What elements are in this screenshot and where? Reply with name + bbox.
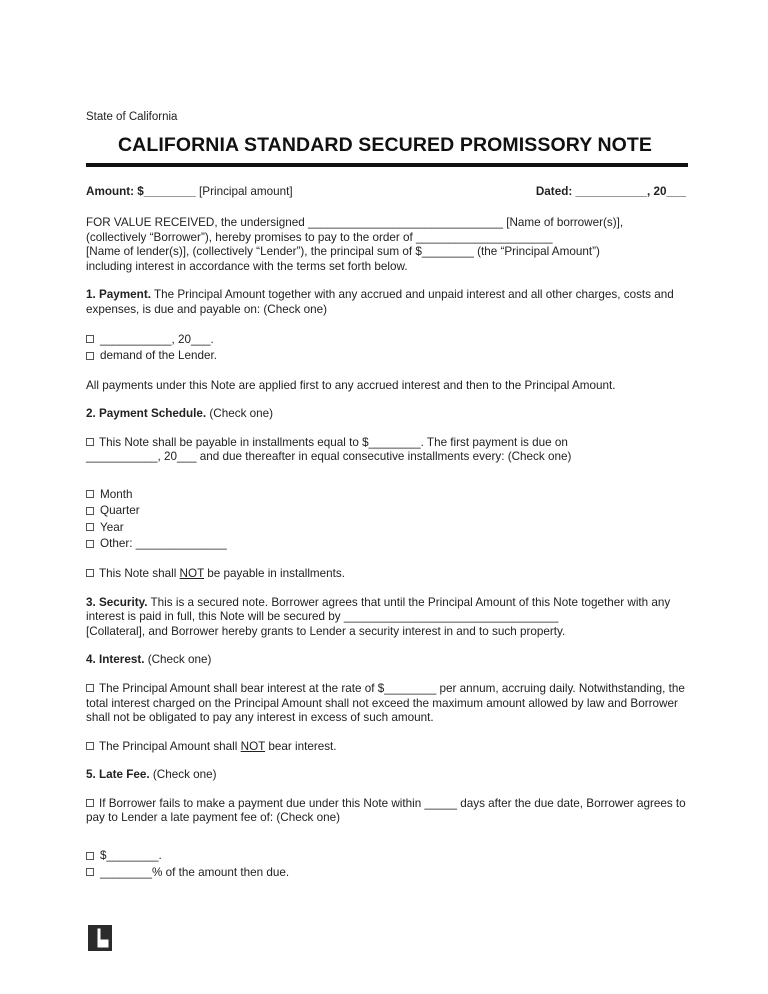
grace-days-blank[interactable]: _____	[424, 796, 457, 810]
due-date-blank[interactable]: ___________	[100, 332, 172, 346]
frequency-options	[86, 487, 688, 553]
intro-line1b: [Name of borrower(s)],	[502, 216, 624, 229]
no-interest-option[interactable]	[86, 740, 688, 755]
section-4-heading: 4. Interest.	[86, 653, 145, 667]
no-interest-a: The Principal Amount shall	[99, 739, 241, 753]
late-fee-a: If Borrower fails to make a payment due under this Note within	[99, 796, 425, 810]
section-5-heading: 5. Late Fee.	[86, 768, 150, 782]
late-fee-amount-options	[86, 848, 688, 881]
checkbox-icon[interactable]	[86, 352, 94, 360]
late-fee-percent-blank[interactable]: ________	[100, 865, 153, 879]
late-fee-b: days after the due date, Borrower agrees to pay to Lender a late payment fee of: (Check one)	[86, 796, 686, 825]
no-interest-b: bear interest.	[265, 739, 337, 753]
list-item[interactable]	[86, 503, 688, 520]
section-2-heading-note: (Check one)	[206, 407, 274, 421]
checkbox-icon[interactable]	[86, 868, 94, 876]
spacer	[86, 365, 688, 379]
intro-line2a: (collectively “Borrower”), hereby promises to pay to the order of	[86, 230, 416, 244]
checkbox-icon[interactable]	[86, 438, 94, 446]
section-5-heading-row	[86, 768, 688, 783]
state-line: State of California	[86, 111, 178, 123]
borrower-name-blank[interactable]: ______________________________	[307, 216, 503, 229]
due-demand-label: demand of the Lender.	[100, 349, 217, 363]
no-installments-emphasis: NOT	[179, 566, 205, 580]
amount-field	[86, 185, 293, 198]
no-installments-a: This Note shall	[99, 566, 180, 580]
intro-line3a: [Name of lender(s)], (collectively “Lender”), the principal sum of $	[86, 245, 422, 259]
frequency-other-blank[interactable]: ______________	[135, 537, 227, 551]
checkbox-icon[interactable]	[86, 523, 94, 531]
list-item[interactable]	[86, 332, 688, 349]
spacer	[86, 840, 688, 848]
interest-rate-blank[interactable]: ________	[384, 681, 437, 695]
checkbox-icon[interactable]	[86, 490, 94, 498]
lender-name-blank[interactable]: _____________________	[415, 230, 553, 244]
first-payment-date-blank[interactable]: ___________	[86, 450, 158, 464]
section-5-heading-note: (Check one)	[149, 768, 217, 782]
checkbox-icon[interactable]	[86, 799, 94, 807]
late-fee-dollar-prefix: $	[100, 849, 107, 863]
list-item[interactable]	[86, 348, 688, 365]
checkbox-icon[interactable]	[86, 684, 94, 692]
spacer	[86, 318, 688, 332]
section-3-body-a: This is a secured note. Borrower agrees that until the Principal Amount of this Note together with any interest is paid in full, this Note will be secured by	[86, 595, 671, 624]
page-title: CALIFORNIA STANDARD SECURED PROMISSORY NOTE	[117, 134, 653, 156]
bear-interest-option[interactable]	[86, 682, 688, 726]
due-date-suffix: , 20___.	[171, 332, 214, 346]
dated-blank[interactable]: ___________	[575, 185, 647, 198]
installment-amount-blank[interactable]: ________	[368, 435, 421, 449]
section-3-heading: 3. Security.	[86, 595, 148, 609]
title-divider	[86, 163, 688, 167]
late-fee-dollar-blank[interactable]: ________	[106, 849, 159, 863]
frequency-other-label: Other:	[100, 537, 133, 551]
late-fee-percent-suffix: % of the amount then due.	[152, 865, 290, 879]
installments-option[interactable]	[86, 436, 688, 465]
checkbox-icon[interactable]	[86, 852, 94, 860]
legal-templates-logo	[88, 925, 112, 951]
list-item[interactable]	[86, 520, 688, 537]
section-2-heading-row	[86, 407, 688, 422]
bear-interest-b: per annum, accruing daily. Notwithstanding, the total interest charged on the Principal Amount shall not exceed the maximum amount allowed by law and Borrower shall not be obligated to pay any interest in excess of such amount.	[86, 681, 685, 725]
list-item[interactable]	[86, 536, 688, 553]
checkbox-icon[interactable]	[86, 742, 94, 750]
no-installments-b: be payable in installments.	[204, 566, 345, 580]
section-1-body: The Principal Amount together with any accrued and unpaid interest and all other charges, costs and expenses, is due and payable on: (Check one)	[86, 288, 674, 316]
section-1-heading: 1. Payment.	[86, 288, 151, 302]
list-item[interactable]	[86, 865, 688, 882]
dated-year[interactable]: , 20___	[647, 185, 686, 198]
amount-blank[interactable]: ________	[143, 185, 196, 198]
collateral-blank[interactable]: _________________________________	[343, 610, 559, 624]
principal-sum-blank[interactable]: ________	[421, 245, 474, 259]
intro-paragraph	[86, 216, 688, 274]
checkbox-icon[interactable]	[86, 540, 94, 548]
late-fee-option[interactable]	[86, 797, 688, 826]
installments-text-b: . The first payment is due on	[420, 435, 568, 449]
no-installments-option[interactable]	[86, 567, 688, 582]
section-1-footer: All payments under this Note are applied first to any accrued interest and then to the Principal Amount.	[86, 378, 616, 392]
frequency-quarter-label: Quarter	[100, 504, 140, 518]
late-fee-dollar-suffix: .	[158, 849, 162, 863]
intro-line1a: FOR VALUE RECEIVED, the undersigned	[86, 216, 308, 229]
list-item[interactable]	[86, 487, 688, 504]
section-3-body-b: [Collateral], and Borrower hereby grants to Lender a security interest in and to such property.	[86, 624, 566, 638]
installments-text-c: , 20___ and due thereafter in equal consecutive installments every: (Check one)	[157, 450, 572, 464]
payment-due-options	[86, 332, 688, 365]
section-2-heading: 2. Payment Schedule.	[86, 407, 207, 421]
list-item[interactable]	[86, 848, 688, 865]
section-4-heading-note: (Check one)	[144, 653, 212, 667]
dated-label: Dated:	[535, 185, 573, 198]
intro-line4: including interest in accordance with the terms set forth below.	[86, 259, 408, 273]
frequency-month-label: Month	[100, 487, 133, 501]
bear-interest-a: The Principal Amount shall bear interest at the rate of $	[99, 681, 385, 695]
spacer	[86, 553, 688, 567]
checkbox-icon[interactable]	[86, 569, 94, 577]
amount-hint: [Principal amount]	[199, 185, 293, 198]
checkbox-icon[interactable]	[86, 335, 94, 343]
checkbox-icon[interactable]	[86, 507, 94, 515]
dated-field	[536, 185, 688, 198]
frequency-year-label: Year	[100, 520, 124, 534]
no-interest-emphasis: NOT	[240, 739, 266, 753]
section-1-payment	[86, 288, 688, 317]
section-4-heading-row	[86, 653, 688, 668]
installments-text-a: This Note shall be payable in installments equal to $	[99, 435, 369, 449]
intro-line3b: (the “Principal Amount”)	[473, 245, 600, 259]
amount-label: Amount: $	[86, 185, 144, 198]
section-3-security	[86, 596, 688, 640]
spacer	[86, 479, 688, 487]
amount-dated-row	[86, 185, 688, 198]
